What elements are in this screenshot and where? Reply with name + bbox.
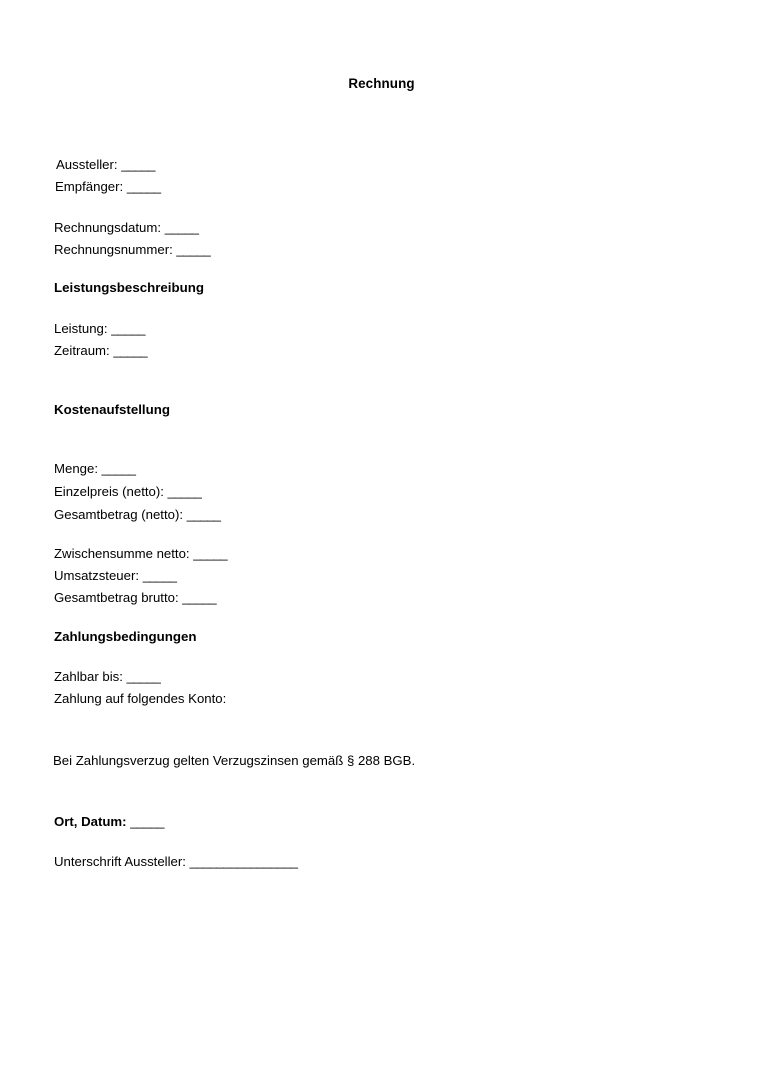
field-unterschrift-aussteller-label: Unterschrift Aussteller: (54, 854, 186, 869)
field-zahlbar-bis-blank[interactable]: _____ (126, 669, 161, 684)
field-leistung-blank[interactable]: _____ (111, 321, 145, 336)
field-gesamtbetrag-brutto-blank[interactable]: _____ (182, 590, 216, 605)
field-ort-datum (54, 814, 164, 830)
field-umsatzsteuer-blank[interactable]: _____ (142, 568, 177, 583)
field-empfaenger (55, 179, 161, 195)
field-konto-label: Zahlung auf folgendes Konto: (54, 691, 227, 706)
field-menge-label: Menge: (54, 461, 98, 476)
field-gesamtbetrag-brutto (54, 590, 216, 606)
field-gesamtbetrag-netto-label: Gesamtbetrag (netto): (54, 507, 184, 522)
field-gesamtbetrag-brutto-label: Gesamtbetrag brutto: (54, 590, 179, 605)
field-umsatzsteuer-label: Umsatzsteuer: (54, 568, 140, 583)
field-gesamtbetrag-netto-blank[interactable]: _____ (186, 507, 221, 522)
field-rechnungsnummer (54, 242, 210, 258)
field-leistung-label: Leistung: (54, 321, 108, 336)
page-title: Rechnung (348, 76, 415, 91)
field-zwischensumme-netto-label: Zwischensumme netto: (54, 546, 190, 561)
field-rechnungsdatum-label: Rechnungsdatum: (54, 220, 162, 235)
field-einzelpreis-netto (54, 484, 201, 500)
field-zwischensumme-netto-blank[interactable]: _____ (193, 546, 227, 561)
field-rechnungsdatum-blank[interactable]: _____ (164, 220, 199, 235)
field-konto (54, 691, 226, 707)
section-heading-kostenaufstellung: Kostenaufstellung (54, 402, 170, 417)
field-umsatzsteuer (54, 568, 176, 584)
field-rechnungsdatum (54, 220, 198, 236)
field-menge (54, 461, 135, 477)
field-zeitraum (54, 343, 147, 359)
field-menge-blank[interactable]: _____ (101, 461, 136, 476)
field-leistung (54, 321, 145, 337)
field-aussteller-blank[interactable]: _____ (121, 157, 155, 172)
field-zeitraum-label: Zeitraum: (54, 343, 110, 358)
field-zahlbar-bis (54, 669, 160, 685)
field-unterschrift-aussteller (54, 854, 297, 870)
field-rechnungsnummer-label: Rechnungsnummer: (54, 242, 173, 257)
section-heading-leistungsbeschreibung: Leistungsbeschreibung (54, 280, 204, 295)
field-zwischensumme-netto (54, 546, 227, 562)
field-aussteller (56, 157, 155, 173)
field-ort-datum-label: Ort, Datum: (54, 814, 127, 829)
field-empfaenger-blank[interactable]: _____ (126, 179, 161, 194)
field-zeitraum-blank[interactable]: _____ (113, 343, 148, 358)
field-aussteller-label: Aussteller: (56, 157, 118, 172)
field-einzelpreis-netto-label: Einzelpreis (netto): (54, 484, 164, 499)
field-einzelpreis-netto-blank[interactable]: _____ (167, 484, 202, 499)
field-ort-datum-blank[interactable]: _____ (130, 814, 164, 829)
section-heading-zahlungsbedingungen: Zahlungsbedingungen (54, 629, 197, 644)
legal-note-verzugszinsen: Bei Zahlungsverzug gelten Verzugszinsen gemäß § 288 BGB. (53, 753, 416, 768)
field-rechnungsnummer-blank[interactable]: _____ (176, 242, 211, 257)
field-unterschrift-aussteller-blank[interactable]: ________________ (189, 854, 298, 869)
field-empfaenger-label: Empfänger: (55, 179, 124, 194)
field-gesamtbetrag-netto (54, 507, 220, 523)
field-zahlbar-bis-label: Zahlbar bis: (54, 669, 123, 684)
